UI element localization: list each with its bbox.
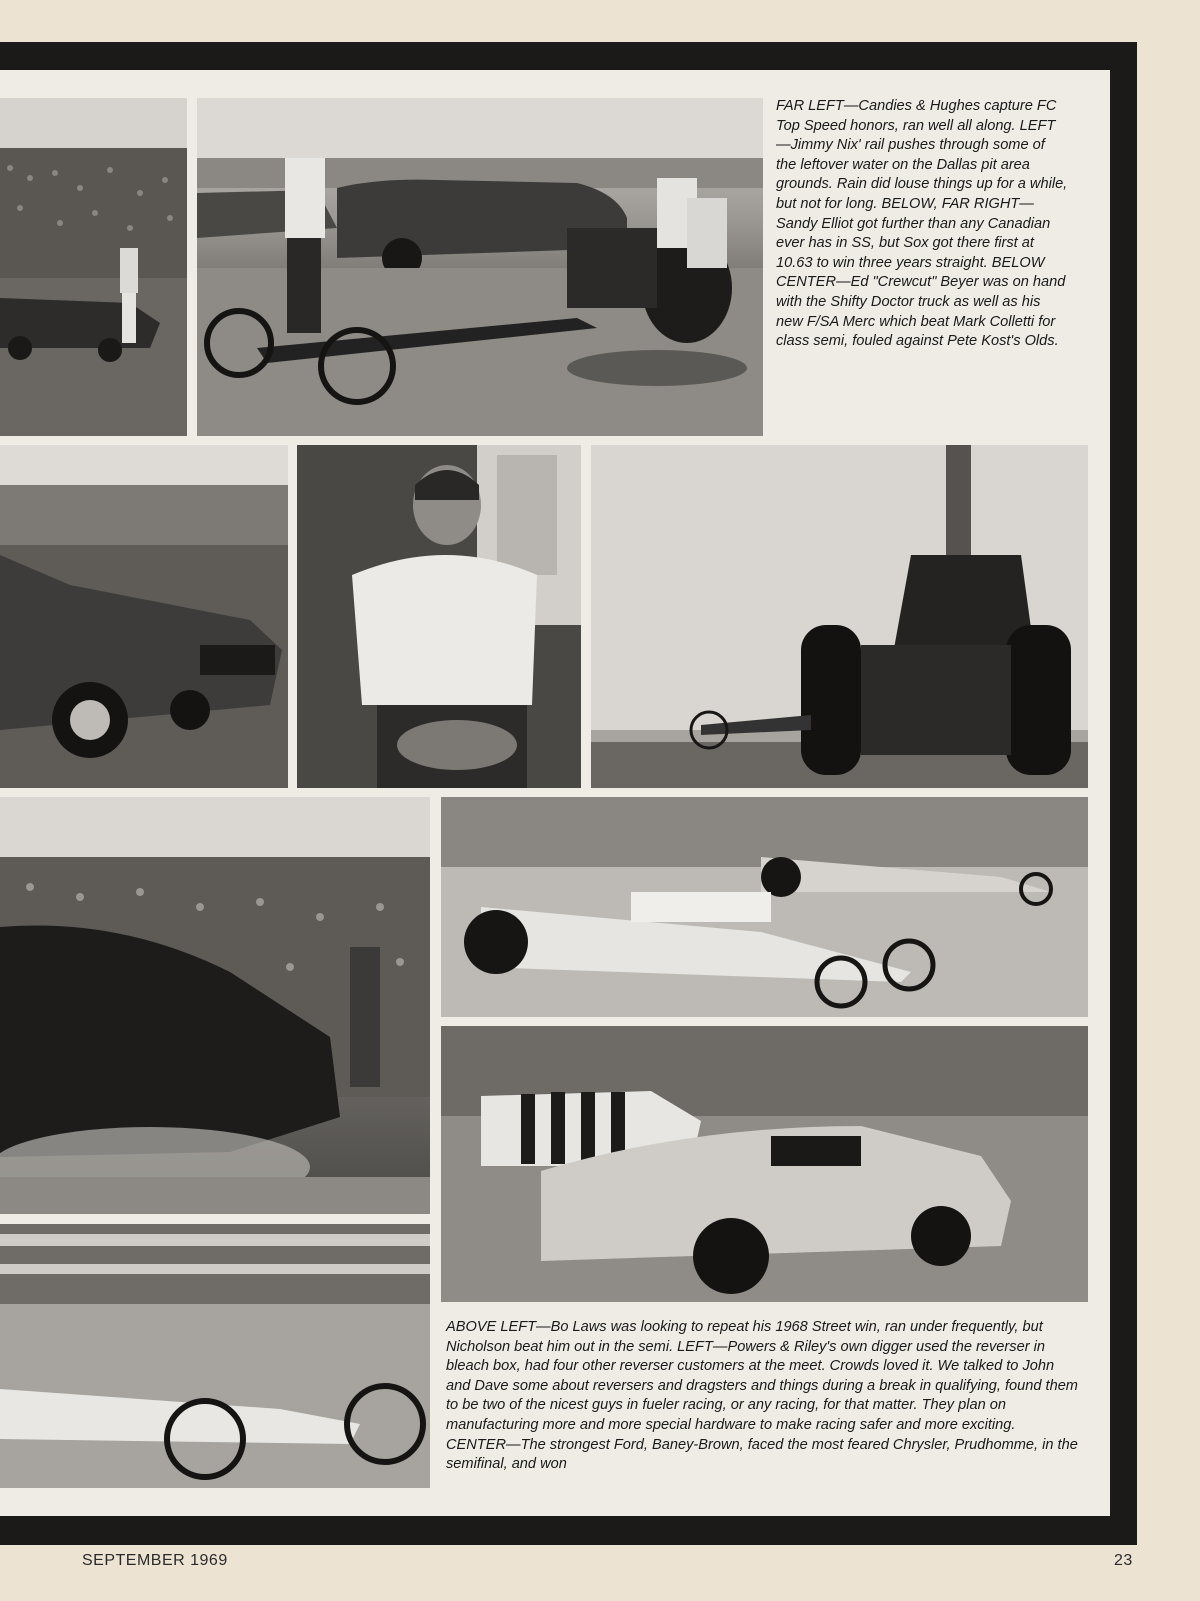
photo-two-dragsters-racing bbox=[441, 797, 1088, 1017]
photo-sandy-elliot-mustang bbox=[0, 445, 288, 788]
photo-ed-crewcut-beyer bbox=[297, 445, 581, 788]
photo-ford-vs-chrysler bbox=[441, 1026, 1088, 1302]
photo-corvette-burnout bbox=[0, 797, 430, 1214]
photo-jimmy-nix-rail-pits bbox=[197, 98, 763, 436]
page-number: 23 bbox=[1114, 1552, 1133, 1569]
photo-powers-riley-digger bbox=[0, 1224, 430, 1488]
issue-date: SEPTEMBER 1969 bbox=[82, 1552, 228, 1569]
caption-top-right: FAR LEFT—Candies & Hughes capture FC Top Speed honors, ran well all along. LEFT—Jimmy Nix' rail pushes through some of the leftover water on the Dallas pit area grounds. Rain did louse things up for a while, but not for long. BELOW, FAR RIGHT—Sandy Elliot got further than any Canadian ever has in SS, but Sox got there first at 10.63 to win three years straight. BELOW CENTER—Ed "Crewcut" Beyer was on hand with the Shifty Doctor truck as well as his new F/SA Merc which beat Mark Colletti for class semi, fouled against Pete Kost's Olds. bbox=[776, 98, 1068, 350]
caption-bottom-right: ABOVE LEFT—Bo Laws was looking to repeat his 1968 Street win, ran under frequently, but Nicholson beat him out in the semi. LEFT—Powers & Riley's own digger used the reverser in bleach box, had four other reverser customers at the meet. Crowds loved it. We talked to John and Dave some about reversers and dragsters and things during a break in qualifying, found them to be two of the nicest guys in fueler racing, or any racing, for that matter. They plan on manufacturing more and more special hardware to make racing safer and more exciting. CENTER—The strongest Ford, Baney-Brown, faced the most feared Chrysler, Prudhomme, in the semifinal, and won bbox=[446, 1319, 1078, 1473]
photo-fc-top-speed-crowd bbox=[0, 98, 187, 436]
photo-dragster-wheelstand bbox=[591, 445, 1088, 788]
